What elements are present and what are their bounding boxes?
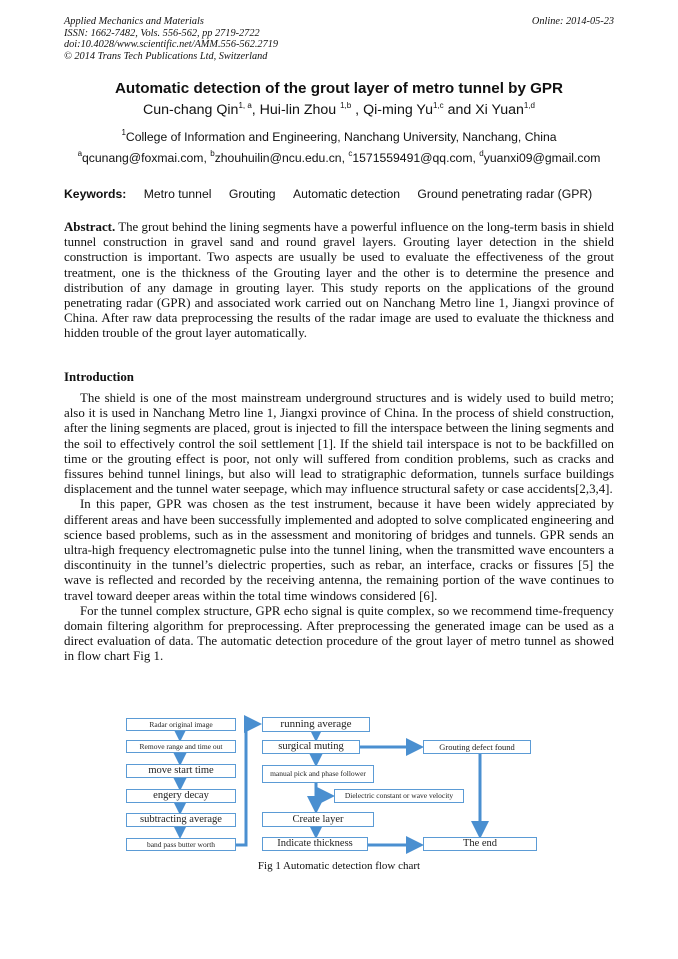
author-sup: 1,b xyxy=(340,101,352,110)
journal-name: Applied Mechanics and Materials xyxy=(64,16,204,27)
email-link[interactable]: yuanxi09@gmail.com xyxy=(483,151,601,165)
flow-box-radar-original-image: Radar original image xyxy=(126,718,236,731)
flow-box-band-pass: band pass butter worth xyxy=(126,838,236,851)
affiliation xyxy=(0,130,678,144)
flow-box-engery-decay: engery decay xyxy=(126,789,236,803)
keyword: Metro tunnel xyxy=(143,187,212,201)
keyword: Grouting xyxy=(228,187,276,201)
paper-title: Automatic detection of the grout layer of metro tunnel by GPR xyxy=(114,80,564,97)
author-list xyxy=(0,102,678,118)
flow-box-dielectric-constant: Dielectric constant or wave velocity xyxy=(334,789,464,803)
introduction-body xyxy=(64,391,614,665)
author-name: Qi-ming Yu xyxy=(363,102,433,118)
copyright: © 2014 Trans Tech Publications Ltd, Switzerland xyxy=(64,50,268,62)
email-sup: d xyxy=(479,149,484,158)
flow-box-grouting-defect: Grouting defect found xyxy=(423,740,531,754)
online-date: Online: 2014-05-23 xyxy=(531,16,614,27)
email-sup: c xyxy=(348,149,353,158)
flow-box-the-end: The end xyxy=(423,837,537,851)
abstract xyxy=(64,220,614,342)
flow-box-remove-range: Remove range and time out xyxy=(126,740,236,753)
section-heading: Introduction xyxy=(64,370,134,384)
email-link[interactable]: zhouhuilin@ncu.edu.cn, xyxy=(214,151,349,165)
keyword: Automatic detection xyxy=(292,187,401,201)
issn: ISSN: 1662-7482, Vols. 556-562, pp 2719-2722 xyxy=(64,27,260,39)
author-name: Hui-lin Zhou xyxy=(259,102,341,118)
affiliation-sup: 1 xyxy=(121,128,126,137)
email-sup: a xyxy=(77,149,83,158)
flow-box-running-average: running average xyxy=(262,717,370,732)
affiliation-text: College of Information and Engineering, Nanchang University, Nanchang, China xyxy=(125,130,557,144)
author-name: Cun-chang Qin xyxy=(143,102,239,118)
journal-header xyxy=(64,16,278,62)
flow-box-manual-pick: manual pick and phase follower xyxy=(262,765,374,783)
author-sup: 1,c xyxy=(432,101,444,110)
email-link[interactable]: 1571559491@qq.com, xyxy=(352,151,480,165)
author-name: Xi Yuan xyxy=(475,102,524,118)
email-link[interactable]: qcunang@foxmai.com, xyxy=(82,151,211,165)
email-sup: b xyxy=(210,149,215,158)
keyword: Ground penetrating radar (GPR) xyxy=(417,187,593,201)
author-sup: 1, a xyxy=(238,101,252,110)
abstract-text: The grout behind the lining segments have a powerful influence on the long-term basis in shield tunnel construction in gravel sand and round gravel layers. Grouting layer detection in the shield construction is important. Two aspects are usually be used to evaluate the effectiveness of the grout treatment, one is the thickness of the Grouting layer and the other is to determine the presence and distribution of any damage in grouting layer. This study reports on the applications of the ground penetrating radar (GPR) and associated work carried out on Nanchang Metro line 1, Jiangxi province of China. After raw data preprocessing the results of the radar image are used to evaluate the thickness and hidden trouble of the grout layer automatically. xyxy=(64,220,614,341)
keywords-label: Keywords: xyxy=(64,187,127,201)
flow-arrow xyxy=(236,724,259,845)
author-sep: , xyxy=(251,102,260,118)
flow-box-surgical-muting: surgical muting xyxy=(262,740,360,754)
doi: doi:10.4028/www.scientific.net/AMM.556-562.2719 xyxy=(64,39,279,50)
flow-box-move-start-time: move start time xyxy=(126,764,236,778)
figure-caption: Fig 1 Automatic detection flow chart xyxy=(257,860,421,872)
author-sup: 1,d xyxy=(523,101,535,110)
author-sep: , xyxy=(351,102,364,118)
email-list xyxy=(0,151,678,165)
paragraph: For the tunnel complex structure, GPR echo signal is quite complex, so we recommend time-frequency domain filtering algorithm for preprocessing. After preprocessing the generated image can be used as a direct evaluation of data. The automatic detection procedure of the grout layer of metro tunnel as showed in flow chart Fig 1. xyxy=(64,603,614,664)
paragraph: The shield is one of the most mainstream underground structures and is widely used to build metro; also it is used in Nanchang Metro line 1, Jiangxi province of China. In the process of shield construction, after the lining segments are placed, grout is injected to fill the interspace between the lining segments and the soil to effectively control the soil settlement [1]. If the shield tail interspace is not to be backfilled on time or the grouting effect is poor, not only will suffered from condition problems, such as cracks and fissures behind tunnel linings, but also will lead to stratigraphic deformation, tunnels surface buildings displacement and the tunnel water seepage, which may influence structural safety or case accidents[2,3,4]. xyxy=(64,391,614,497)
flow-box-create-layer: Create layer xyxy=(262,812,374,827)
flow-box-subtracting-average: subtracting average xyxy=(126,813,236,827)
author-sep: and xyxy=(443,102,476,118)
abstract-label: Abstract. xyxy=(64,220,116,234)
keywords xyxy=(64,187,592,201)
flow-box-indicate-thickness: Indicate thickness xyxy=(262,837,368,851)
paragraph: In this paper, GPR was chosen as the test instrument, because it have been widely appreciated by different areas and have been successfully implemented and adopted to solve complicated engineering and science based problems, such as in the assessment and monitoring of bridges and tunnels. GPR sends an ultra-high frequency electromagnetic pulse into the tunnel lining, when the transmitted wave encounters a discontinuity in the tunnel’s dielectric properties, such as rebar, an interface, cracks or fissures [5] the wave is reflected and recorded by the receiving antenna, the remaining portion of the wave continues to travel toward deeper areas within the total time windows considered [6]. xyxy=(64,497,614,603)
